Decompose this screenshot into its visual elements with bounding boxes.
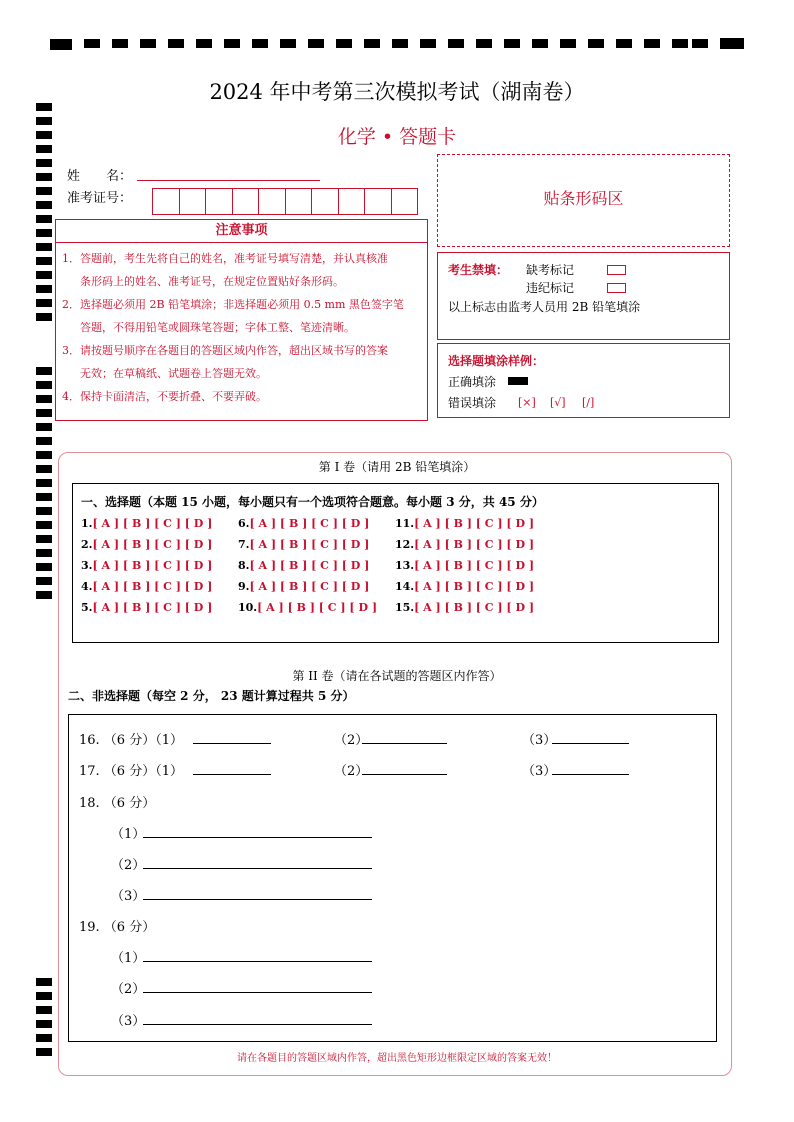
q18-sub2-label: （2） (111, 858, 146, 873)
timing-mark (720, 38, 744, 49)
q18-blank-1[interactable] (143, 823, 372, 838)
mc-number: 10. (238, 601, 258, 614)
q18-label: 18. （6 分） (79, 796, 156, 811)
timing-mark (168, 39, 184, 48)
mc-options[interactable]: [ A ] [ B ] [ C ] [ D ] (92, 538, 213, 551)
timing-mark (50, 39, 72, 50)
timing-mark (560, 39, 576, 48)
notice-item: 2．选择题必须用 2B 铅笔填涂；非选择题必须用 0.5 mm 黑色签字笔 (62, 298, 404, 311)
mc-options[interactable]: [ A ] [ B ] [ C ] [ D ] (257, 601, 378, 614)
timing-mark (308, 39, 324, 48)
correct-fill-label: 正确填涂 (448, 375, 497, 389)
mc-options[interactable]: [ A ] [ B ] [ C ] [ D ] (92, 580, 213, 593)
q19-sub3-label: （3） (111, 1014, 146, 1029)
mc-question-5[interactable] (81, 601, 212, 614)
timing-mark (588, 39, 604, 48)
timing-mark (252, 39, 268, 48)
mc-section-title: 一、选择题（本题 15 小题，每小题只有一个选项符合题意。每小题 3 分，共 45 分） (81, 495, 544, 509)
correct-fill-mark (508, 377, 528, 385)
wrong-mark-x: [×] (518, 396, 536, 409)
left-timing-marks-middle (36, 367, 52, 605)
q18-sub1-label: （1） (111, 827, 146, 842)
timing-mark (616, 39, 632, 48)
mc-question-9[interactable] (238, 580, 369, 593)
mc-number: 2. (81, 538, 93, 551)
timing-mark (140, 39, 156, 48)
name-field[interactable] (137, 180, 320, 181)
mc-number: 4. (81, 580, 93, 593)
mc-options[interactable]: [ A ] [ B ] [ C ] [ D ] (414, 580, 535, 593)
q16-blank-2[interactable] (362, 729, 447, 744)
timing-mark (364, 39, 380, 48)
id-digit-box[interactable] (339, 189, 366, 214)
notice-item: 1．答题前，考生先将自己的姓名，准考证号填写清楚，并认真核准 (62, 252, 388, 265)
mc-number: 12. (395, 538, 415, 551)
mc-number: 9. (238, 580, 250, 593)
timing-mark (392, 39, 408, 48)
wrong-fill-label: 错误填涂 (448, 396, 497, 410)
q19-label: 19. （6 分） (79, 920, 156, 935)
mc-options[interactable]: [ A ] [ B ] [ C ] [ D ] (92, 559, 213, 572)
mc-options[interactable]: [ A ] [ B ] [ C ] [ D ] (414, 538, 535, 551)
mc-options[interactable]: [ A ] [ B ] [ C ] [ D ] (414, 559, 535, 572)
q16-blank-2-label: （2） (334, 733, 369, 748)
notice-heading: 注意事项 (56, 220, 427, 243)
mc-options[interactable]: [ A ] [ B ] [ C ] [ D ] (249, 517, 370, 530)
id-label: 准考证号： (67, 191, 133, 206)
timing-mark (532, 39, 548, 48)
mc-number: 13. (395, 559, 415, 572)
absent-label: 缺考标记 (526, 263, 575, 277)
timing-mark (224, 39, 240, 48)
footer-warning: 请在各题目的答题区域内作答，超出黑色矩形边框限定区域的答案无效！ (237, 1053, 557, 1064)
q17-blank-3-label: （3） (522, 764, 557, 779)
mc-question-1[interactable] (81, 517, 212, 530)
q16-label: 16. （6 分）（1） (79, 733, 183, 748)
part1-heading: 第 I 卷（请用 2B 铅笔填涂） (318, 460, 476, 474)
mc-question-10[interactable] (238, 601, 377, 614)
mc-question-4[interactable] (81, 580, 212, 593)
part2-section-title: 二、非选择题（每空 2 分， 23 题计算过程共 5 分） (68, 689, 355, 703)
q18-blank-3[interactable] (143, 885, 372, 900)
q19-blank-2[interactable] (143, 978, 372, 993)
timing-mark (196, 39, 212, 48)
mc-question-7[interactable] (238, 538, 369, 551)
q16-blank-1[interactable] (193, 729, 271, 744)
q18-blank-2[interactable] (143, 854, 372, 869)
mc-question-11[interactable] (395, 517, 534, 530)
q19-sub1-label: （1） (111, 951, 146, 966)
timing-mark (476, 39, 492, 48)
timing-mark (672, 39, 688, 48)
mc-options[interactable]: [ A ] [ B ] [ C ] [ D ] (414, 601, 535, 614)
fill-sample-box (437, 343, 730, 418)
q17-blank-2[interactable] (362, 760, 447, 775)
mc-number: 3. (81, 559, 93, 572)
fill-sample-heading: 选择题填涂样例： (448, 354, 545, 368)
forbid-note: 以上标志由监考人员用 2B 铅笔填涂 (448, 300, 641, 314)
forbid-label: 考生禁填： (448, 263, 509, 277)
id-digit-box[interactable] (392, 189, 418, 214)
mc-number: 8. (238, 559, 250, 572)
mc-options[interactable]: [ A ] [ B ] [ C ] [ D ] (249, 538, 370, 551)
mc-question-13[interactable] (395, 559, 534, 572)
mc-number: 7. (238, 538, 250, 551)
mc-options[interactable]: [ A ] [ B ] [ C ] [ D ] (414, 517, 535, 530)
id-digit-box[interactable] (233, 189, 260, 214)
violation-mark-box[interactable] (607, 283, 626, 293)
barcode-area: 贴条形码区 (437, 154, 730, 247)
timing-mark (692, 39, 708, 48)
timing-mark (336, 39, 352, 48)
wrong-mark-slash: [/] (582, 396, 595, 409)
q17-blank-1[interactable] (193, 760, 271, 775)
mc-question-3[interactable] (81, 559, 212, 572)
timing-mark (504, 39, 520, 48)
timing-mark (644, 39, 660, 48)
q18-sub3-label: （3） (111, 889, 146, 904)
absent-mark-box[interactable] (607, 265, 626, 275)
q16-blank-3[interactable] (552, 729, 629, 744)
id-digit-box[interactable] (153, 189, 180, 214)
q17-label: 17. （6 分）（1） (79, 764, 183, 779)
id-digit-box[interactable] (259, 189, 286, 214)
q17-blank-3[interactable] (552, 760, 629, 775)
q16-blank-3-label: （3） (522, 733, 557, 748)
mc-number: 15. (395, 601, 415, 614)
notice-item: 无效；在草稿纸、试题卷上答题无效。 (80, 367, 267, 380)
q19-blank-3[interactable] (143, 1010, 372, 1025)
timing-mark (84, 39, 100, 48)
name-label: 姓 名： (67, 169, 133, 184)
page-subtitle: 化学 • 答题卡 (337, 126, 457, 148)
q17-blank-2-label: （2） (334, 764, 369, 779)
mc-question-14[interactable] (395, 580, 534, 593)
id-number-boxes[interactable] (152, 188, 418, 215)
id-digit-box[interactable] (206, 189, 233, 214)
exam-forbid-box (437, 252, 730, 340)
id-digit-box[interactable] (180, 189, 207, 214)
q19-sub2-label: （2） (111, 982, 146, 997)
mc-number: 11. (395, 517, 415, 530)
mc-options[interactable]: [ A ] [ B ] [ C ] [ D ] (92, 601, 213, 614)
mc-number: 6. (238, 517, 250, 530)
page-title: 2024 年中考第三次模拟考试（湖南卷） (209, 80, 585, 104)
part2-heading: 第 II 卷（请在各试题的答题区内作答） (292, 669, 502, 683)
id-digit-box[interactable] (286, 189, 313, 214)
timing-mark (420, 39, 436, 48)
id-digit-box[interactable] (312, 189, 339, 214)
mc-options[interactable]: [ A ] [ B ] [ C ] [ D ] (249, 580, 370, 593)
notice-item: 3．请按题号顺序在各题目的答题区域内作答，超出区域书写的答案 (62, 344, 388, 357)
notice-item: 4．保持卡面清洁，不要折叠、不要弄破。 (62, 390, 267, 403)
mc-question-15[interactable] (395, 601, 534, 614)
mc-number: 14. (395, 580, 415, 593)
notice-item: 条形码上的姓名、准考证号，在规定位置贴好条形码。 (80, 275, 344, 288)
mc-question-12[interactable] (395, 538, 534, 551)
timing-mark (448, 39, 464, 48)
notice-item: 答题，不得用铅笔或圆珠笔答题；字体工整、笔迹清晰。 (80, 321, 355, 334)
timing-mark (280, 39, 296, 48)
timing-mark (112, 39, 128, 48)
notice-box (55, 219, 428, 421)
violation-label: 违纪标记 (526, 281, 575, 295)
mc-number: 1. (81, 517, 93, 530)
mc-question-8[interactable] (238, 559, 369, 572)
wrong-mark-check: [√] (550, 396, 566, 409)
id-digit-box[interactable] (365, 189, 392, 214)
mc-question-6[interactable] (238, 517, 369, 530)
mc-options[interactable]: [ A ] [ B ] [ C ] [ D ] (92, 517, 213, 530)
mc-number: 5. (81, 601, 93, 614)
mc-question-2[interactable] (81, 538, 212, 551)
mc-options[interactable]: [ A ] [ B ] [ C ] [ D ] (249, 559, 370, 572)
q19-blank-1[interactable] (143, 947, 372, 962)
